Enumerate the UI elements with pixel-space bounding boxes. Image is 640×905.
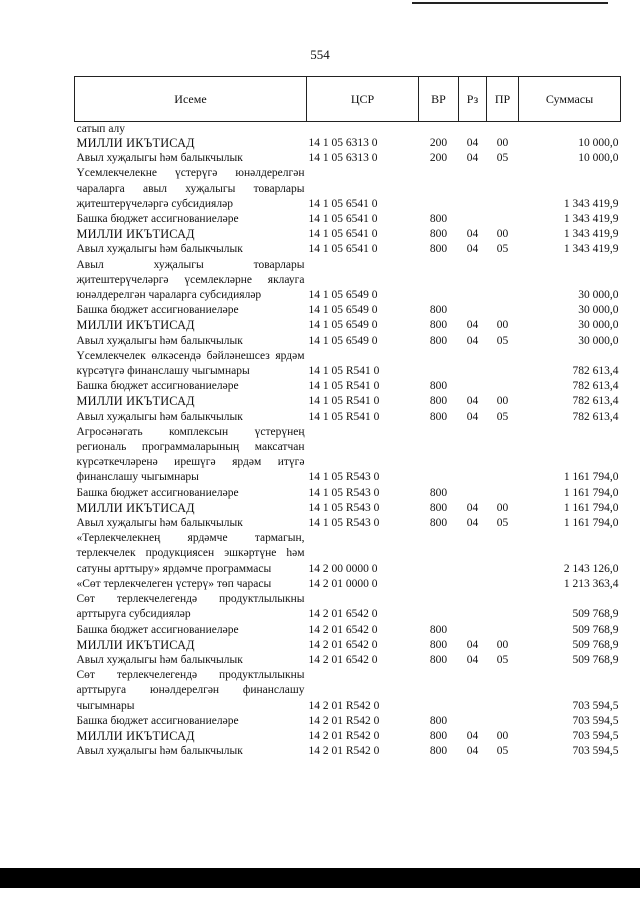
table-row [75,410,621,425]
cell-rz [459,212,487,227]
cell-sum: 1 161 794,0 [563,471,619,484]
cell-vr [419,258,459,304]
cell-pr [487,425,519,486]
cell-rz [459,349,487,379]
cell-sum: 703 594,5 [572,729,619,742]
cell-vr: 800 [429,380,448,393]
cell-rz: 04 [466,729,479,742]
cell-sum: 782 613,4 [572,410,619,423]
table-body [75,122,621,760]
table-row [75,166,621,212]
cell-rz [459,379,487,394]
cell-vr: 800 [429,304,448,317]
cell-vr: 800 [429,228,448,241]
cell-csr: 14 2 01 R542 0 [308,699,380,712]
cell-vr: 800 [429,638,448,651]
cell-csr: 14 1 05 R541 0 [308,365,380,378]
cell-rz: 04 [466,243,479,256]
cell-rz: 04 [466,152,479,165]
cell-name: Авыл хуҗалыгы һәм балыкчылык [76,745,243,758]
cell-rz [459,303,487,318]
cell-name: МИЛЛИ ИКЪТИСАД [76,500,195,515]
cell-name: Башка бюджет ассигнованиеләре [76,623,239,636]
header-rz: Рз [459,77,487,122]
cell-pr: 05 [496,517,509,530]
cell-csr: 14 2 01 R542 0 [308,729,380,742]
cell-pr: 00 [496,319,509,332]
cell-csr: 14 2 01 6542 0 [308,623,378,636]
cell-vr: 800 [429,334,448,347]
cell-sum: 30 000,0 [578,289,619,302]
cell-csr: 14 1 05 R541 0 [308,410,380,423]
cell-csr: 14 1 05 R543 0 [308,501,380,514]
cell-name: МИЛЛИ ИКЪТИСАД [76,136,195,150]
cell-name: Авыл хуҗалыгы һәм балыкчылык [76,152,243,165]
cell-vr: 800 [429,319,448,332]
cell-sum: 703 594,5 [572,699,619,712]
cell-sum: 703 594,5 [572,714,619,727]
cell-csr: 14 2 01 R542 0 [308,714,380,727]
cell-vr: 800 [429,653,448,666]
cell-pr: 05 [496,152,509,165]
cell-name: Авыл хуҗалыгы һәм балыкчылык [76,243,243,256]
cell-vr: 800 [429,501,448,514]
cell-sum: 509 768,9 [572,623,619,636]
cell-pr: 05 [496,410,509,423]
cell-csr: 14 1 05 6313 0 [308,152,378,165]
cell-sum: 1 213 363,4 [563,577,619,590]
cell-vr: 800 [429,395,448,408]
cell-rz [459,122,487,137]
cell-csr: 14 1 05 6549 0 [308,334,378,347]
table-row [75,714,621,729]
cell-name: Башка бюджет ассигнованиеләре [76,486,239,499]
cell-pr [487,531,519,577]
cell-rz: 04 [466,653,479,666]
header-pr: ПР [487,77,519,122]
cell-pr [487,122,519,137]
cell-name: МИЛЛИ ИКЪТИСАД [76,394,195,409]
cell-csr: 14 2 01 0000 0 [308,577,378,590]
cell-csr: 14 2 01 6542 0 [308,608,378,621]
table-row [75,577,621,592]
table-header [75,77,621,122]
header-csr: ЦСР [307,77,419,122]
cell-sum: 1 343 419,9 [563,228,619,241]
cell-name: МИЛЛИ ИКЪТИСАД [76,318,195,333]
cell-rz: 04 [466,517,479,530]
cell-vr [419,425,459,486]
cell-name: МИЛЛИ ИКЪТИСАД [76,728,195,743]
cell-sum: 2 143 126,0 [563,562,619,575]
cell-pr [487,258,519,304]
table-row [75,592,621,622]
cell-rz: 04 [466,228,479,241]
cell-pr [487,166,519,212]
cell-vr: 200 [429,137,448,149]
cell-sum: 1 161 794,0 [563,501,619,514]
cell-name: Башка бюджет ассигнованиеләре [76,304,239,317]
table-row [75,531,621,577]
cell-name: Сөт терлекчелегендә продуктлылыкны арттыруга субсидияләр [76,593,305,621]
cell-sum: 1 161 794,0 [563,517,619,530]
cell-sum: 1 161 794,0 [563,486,619,499]
cell-vr [419,577,459,592]
cell-pr: 00 [496,638,509,651]
cell-rz [459,623,487,638]
cell-pr [487,592,519,622]
cell-vr: 800 [429,243,448,256]
cell-pr [487,303,519,318]
cell-sum: 30 000,0 [578,304,619,317]
cell-pr: 05 [496,243,509,256]
cell-vr [419,349,459,379]
cell-name: «Сөт терлекчелеген үстерү» төп чарасы [76,577,272,590]
cell-rz: 04 [466,745,479,758]
table-row [75,425,621,486]
cell-pr [487,577,519,592]
cell-csr [307,122,419,137]
cell-name: МИЛЛИ ИКЪТИСАД [76,227,195,242]
budget-table [74,76,621,759]
cell-sum [519,122,621,137]
cell-rz [459,425,487,486]
cell-vr [419,122,459,137]
page-number: 554 [310,47,330,62]
cell-rz [459,486,487,501]
table-row [75,303,621,318]
cell-sum: 1 343 419,9 [563,213,619,226]
cell-name: Үсемлекчелек өлкәсендә бәйләнешсез ярдәм күрсәтүгә финанслашу чыгымнары [76,349,305,378]
table-row [75,486,621,501]
top-rule [412,2,608,4]
cell-vr: 800 [429,410,448,423]
cell-sum: 509 768,9 [572,608,619,621]
cell-pr [487,668,519,714]
cell-sum: 1 343 419,9 [563,197,619,210]
cell-vr [419,668,459,714]
cell-sum: 1 343 419,9 [563,243,619,256]
cell-sum: 509 768,9 [572,653,619,666]
cell-pr: 05 [496,653,509,666]
cell-rz [459,531,487,577]
cell-name: Авыл хуҗалыгы товарлары җитештерүчеләргә үсемлекләрне яклауга юнәлдерелгән чараларга субсидияләр [76,258,305,302]
header-vr: ВР [419,77,459,122]
table-row [75,227,621,242]
cell-name: Башка бюджет ассигнованиеләре [76,380,239,393]
cell-rz: 04 [466,334,479,347]
cell-sum: 509 768,9 [572,638,619,651]
table-row [75,242,621,257]
table-row [75,394,621,409]
cell-sum: 10 000,0 [578,152,619,165]
cell-vr [419,592,459,622]
cell-name: Сөт терлекчелегендә продуктлылыкны арттыруга юнәлдерелгән финанслашу чыгымнары [76,669,305,712]
cell-vr: 800 [429,623,448,636]
cell-vr: 200 [429,152,448,165]
cell-vr: 800 [429,486,448,499]
cell-name: Башка бюджет ассигнованиеләре [76,714,239,727]
cell-rz [459,166,487,212]
scan-edge-bar [0,868,640,888]
cell-pr: 00 [496,137,509,149]
table-row [75,501,621,516]
cell-csr: 14 1 05 6549 0 [308,289,378,302]
cell-csr: 14 1 05 6313 0 [308,137,378,149]
cell-csr: 14 1 05 6541 0 [308,197,378,210]
cell-csr: 14 2 01 6542 0 [308,638,378,651]
cell-pr [487,212,519,227]
cell-pr: 00 [496,729,509,742]
cell-vr [419,531,459,577]
cell-csr: 14 1 05 R541 0 [308,380,380,393]
cell-name: Авыл хуҗалыгы һәм балыкчылык [76,334,243,347]
cell-rz: 04 [466,501,479,514]
table-row [75,379,621,394]
cell-csr: 14 1 05 R543 0 [308,517,380,530]
table-row [75,212,621,227]
cell-vr: 800 [429,729,448,742]
cell-csr: 14 2 01 R542 0 [308,745,380,758]
table-row [75,744,621,759]
cell-csr: 14 1 05 6549 0 [308,304,378,317]
header-sum: Суммасы [519,77,621,122]
cell-name: Агросәнәгать комплексын үстерүнең региональ программаларының максатчан күрсәткечләренә ирешүгә ярдәм итүгә финанслашу чыгымнары [76,425,305,484]
cell-csr: 14 1 05 6541 0 [308,243,378,256]
cell-name: Үсемлекчелекне үстерүгә юнәлдерелгән чараларга авыл хуҗалыгы товарлары җитештерүчеләргә субсидияләр [76,167,305,210]
table-row [75,668,621,714]
cell-pr [487,486,519,501]
cell-pr: 05 [496,745,509,758]
cell-csr: 14 2 01 6542 0 [308,653,378,666]
cell-name: Авыл хуҗалыгы һәм балыкчылык [76,517,243,530]
cell-csr: 14 1 05 6541 0 [308,228,378,241]
cell-rz: 04 [466,638,479,651]
cell-pr [487,623,519,638]
header-name: Исеме [75,77,307,122]
table-row [75,318,621,333]
table-row [75,151,621,166]
table-row [75,258,621,304]
table-row [75,349,621,379]
cell-vr: 800 [429,517,448,530]
cell-rz: 04 [466,410,479,423]
table-row [75,516,621,531]
cell-rz [459,714,487,729]
cell-csr: 14 2 00 0000 0 [308,562,378,575]
cell-csr: 14 1 05 R543 0 [308,471,380,484]
cell-pr: 00 [496,228,509,241]
table-row [75,623,621,638]
cell-csr: 14 1 05 6541 0 [308,213,378,226]
cell-sum: 30 000,0 [578,334,619,347]
cell-name: МИЛЛИ ИКЪТИСАД [76,637,195,652]
cell-pr: 05 [496,334,509,347]
cell-sum: 703 594,5 [572,745,619,758]
cell-vr [419,166,459,212]
cell-sum: 782 613,4 [572,380,619,393]
cell-name: сатып алу [76,123,126,135]
cell-rz [459,668,487,714]
table-row [75,729,621,744]
cell-rz: 04 [466,395,479,408]
cell-rz: 04 [466,319,479,332]
cell-sum: 10 000,0 [578,137,619,149]
cell-pr [487,714,519,729]
cell-csr: 14 1 05 R541 0 [308,395,380,408]
cell-sum: 782 613,4 [572,395,619,408]
table-row [75,122,621,137]
cell-rz [459,258,487,304]
cell-name: Авыл хуҗалыгы һәм балыкчылык [76,410,243,423]
cell-rz [459,577,487,592]
cell-pr: 00 [496,395,509,408]
cell-sum: 30 000,0 [578,319,619,332]
cell-vr: 800 [429,745,448,758]
cell-name: Авыл хуҗалыгы һәм балыкчылык [76,653,243,666]
table-row [75,136,621,151]
cell-rz: 04 [466,137,479,149]
cell-sum: 782 613,4 [572,365,619,378]
cell-pr [487,379,519,394]
cell-pr: 00 [496,501,509,514]
cell-csr: 14 1 05 R543 0 [308,486,380,499]
table-row [75,638,621,653]
cell-name: Башка бюджет ассигнованиеләре [76,213,239,226]
cell-pr [487,349,519,379]
table-row [75,334,621,349]
cell-vr: 800 [429,213,448,226]
cell-rz [459,592,487,622]
cell-name: «Терлекчелекнең ярдәмче тармагын, терлекчелек продукциясен эшкәртүне һәм сатуны арттыру» ярдәмче программасы [76,532,305,575]
cell-csr: 14 1 05 6549 0 [308,319,378,332]
cell-vr: 800 [429,714,448,727]
table-row [75,653,621,668]
